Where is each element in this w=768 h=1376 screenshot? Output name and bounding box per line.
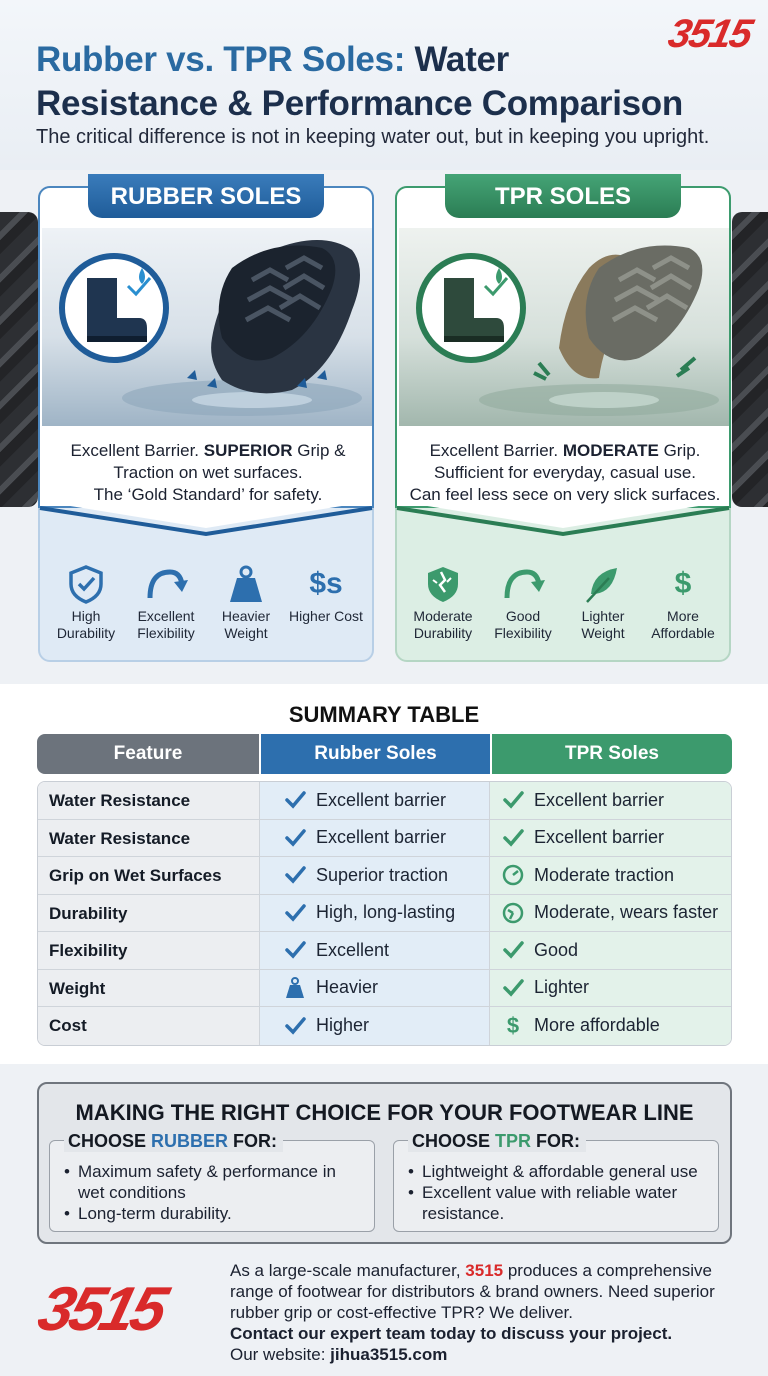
- rubber-soles-tab: RUBBER SOLES: [88, 174, 324, 218]
- cell-tpr-text: Moderate traction: [534, 864, 675, 885]
- tpr-feature-flexibility: [483, 564, 563, 654]
- table-header-feature: Feature: [37, 734, 259, 774]
- header: [0, 0, 768, 170]
- rubber-feature-weight: [206, 564, 286, 654]
- choose-tpr-heading-post: FOR:: [531, 1131, 581, 1151]
- table-header-rubber: Rubber Soles: [261, 734, 490, 774]
- cell-rubber-text: Heavier: [316, 977, 379, 998]
- flex-arrow-icon: [144, 564, 188, 604]
- choice-section: [37, 1082, 732, 1244]
- cell-tpr: [490, 782, 731, 819]
- rubber-feature-cost: [286, 564, 366, 654]
- tpr-desc-line2: Sufficient for everyday, casual use.: [433, 463, 697, 482]
- choose-tpr-box: [393, 1131, 719, 1232]
- cell-rubber-text: Superior traction: [316, 864, 449, 885]
- footer-text: [230, 1260, 750, 1365]
- check-icon: [502, 789, 524, 811]
- cracked-shield-icon: [423, 564, 463, 604]
- choose-rubber-list: [64, 1161, 364, 1224]
- title-accent: Rubber vs. TPR Soles:: [36, 40, 406, 79]
- cell-rubber: [260, 970, 490, 1007]
- cell-rubber: [260, 932, 490, 969]
- cell-tpr: [490, 970, 731, 1007]
- cell-rubber-text: Higher: [316, 1015, 370, 1036]
- tpr-boot-sole-illustration: [534, 246, 702, 380]
- cell-tpr: [490, 820, 731, 857]
- weight-icon: [226, 564, 266, 604]
- summary-section: [0, 684, 768, 1064]
- check-icon: [284, 1015, 306, 1037]
- check-icon: [502, 827, 524, 849]
- rubber-card-head: [38, 186, 374, 508]
- list-item: • Excellent value with reliable water resistance.: [408, 1182, 708, 1224]
- tpr-card-description: [407, 440, 723, 506]
- table-row: [38, 970, 731, 1008]
- rubber-desc-bold: SUPERIOR: [203, 441, 293, 460]
- tpr-features: [403, 564, 723, 654]
- footer-cta: Contact our expert team today to discuss your project.: [230, 1324, 673, 1343]
- footer: [0, 1256, 768, 1376]
- tpr-card-head: [395, 186, 731, 508]
- check-icon: [284, 864, 306, 886]
- cell-feature: Grip on Wet Surfaces: [38, 857, 260, 894]
- cell-tpr-text: Lighter: [534, 977, 590, 998]
- footer-intro-rest: produces a comprehensive range of footwear for distributors & brand owners. Need superior rubber grip or cost-effective TPR? We deliver.: [230, 1261, 715, 1322]
- choice-title: MAKING THE RIGHT CHOICE FOR YOUR FOOTWEAR LINE: [75, 1100, 694, 1125]
- table-header-tpr: TPR Soles: [492, 734, 732, 774]
- rubber-soles-card: [38, 183, 374, 662]
- tread-strip-left: [0, 212, 38, 507]
- rubber-boot-scene: [42, 228, 374, 426]
- tpr-boot-icon: [419, 256, 523, 360]
- table-row: [38, 857, 731, 895]
- summary-table-body: [37, 781, 732, 1046]
- rubber-features: [46, 564, 366, 654]
- rubber-chevron: [38, 504, 374, 544]
- website-link[interactable]: jihua3515.com: [330, 1345, 448, 1364]
- choose-tpr-list: [408, 1161, 708, 1224]
- cell-tpr-text: Excellent barrier: [534, 827, 665, 848]
- tpr-feature-label: Lighter Weight: [581, 608, 625, 641]
- tpr-soles-card: [395, 183, 731, 662]
- list-item: • Maximum safety & performance in wet conditions: [64, 1161, 364, 1203]
- table-row: [38, 820, 731, 858]
- flex-arrow-icon: [501, 564, 545, 604]
- rubber-desc-text-2: Grip &: [292, 441, 346, 460]
- cell-tpr: [490, 895, 731, 932]
- cell-tpr-text: More affordable: [534, 1015, 660, 1036]
- check-icon: [502, 977, 524, 999]
- choose-rubber-heading-pre: CHOOSE: [68, 1131, 152, 1151]
- choose-tpr-heading: [408, 1131, 586, 1152]
- feather-icon: [583, 564, 623, 604]
- cell-feature: Water Resistance: [38, 782, 260, 819]
- tpr-desc-text-2: Grip.: [658, 441, 701, 460]
- cell-tpr-text: Moderate, wears faster: [534, 902, 719, 923]
- gauge-fast-icon: [502, 902, 524, 924]
- cell-rubber: [260, 820, 490, 857]
- dollar-icon: $s: [309, 567, 343, 600]
- cell-tpr: [490, 1007, 731, 1045]
- choose-tpr-heading-pre: CHOOSE: [412, 1131, 496, 1151]
- cell-rubber-text: Excellent barrier: [316, 827, 447, 848]
- rubber-boot-sole-illustration: [187, 240, 360, 393]
- weight-icon: [284, 977, 306, 999]
- tread-strip-right: [732, 212, 768, 507]
- summary-title: SUMMARY TABLE: [288, 702, 480, 727]
- check-icon: [284, 902, 306, 924]
- rubber-desc-text: Excellent Barrier.: [70, 441, 204, 460]
- table-row: [38, 1007, 731, 1045]
- rubber-boot-icon: [62, 256, 166, 360]
- tpr-feature-weight: [563, 564, 643, 654]
- check-icon: [284, 827, 306, 849]
- title-word: Water: [414, 40, 509, 79]
- dollar-icon: $: [674, 567, 692, 600]
- list-item: • Lightweight & affordable general use: [408, 1161, 708, 1182]
- cell-rubber-text: Excellent: [316, 939, 390, 960]
- table-row: [38, 782, 731, 820]
- tpr-desc-text: Excellent Barrier.: [429, 441, 563, 460]
- cell-tpr: [490, 932, 731, 969]
- cell-rubber-text: High, long-lasting: [316, 902, 456, 923]
- tpr-feature-label: More Affordable: [651, 608, 715, 641]
- rubber-desc-line3: The ‘Gold Standard’ for safety.: [93, 485, 323, 504]
- cell-tpr: [490, 857, 731, 894]
- choose-tpr-heading-word: TPR: [495, 1131, 532, 1151]
- rubber-feature-label: Excellent Flexibility: [137, 608, 195, 641]
- cell-rubber: [260, 782, 490, 819]
- check-icon: [502, 939, 524, 961]
- choose-rubber-heading: [64, 1131, 283, 1152]
- rubber-feature-flexibility: [126, 564, 206, 654]
- tpr-boot-scene: [399, 228, 731, 426]
- title-line2: Resistance & Performance Comparison: [36, 84, 683, 123]
- tpr-feature-cost: [643, 564, 723, 654]
- cell-feature: Durability: [38, 895, 260, 932]
- check-icon: [284, 939, 306, 961]
- tpr-soles-tab: TPR SOLES: [445, 174, 681, 218]
- cell-rubber-text: Excellent barrier: [316, 789, 447, 810]
- list-item: • Long-term durability.: [64, 1203, 364, 1224]
- cell-feature: Cost: [38, 1007, 260, 1045]
- cell-rubber: [260, 857, 490, 894]
- rubber-feature-label: Heavier Weight: [221, 608, 271, 641]
- tpr-feature-durability: [403, 564, 483, 654]
- footer-brand-inline: 3515: [465, 1261, 504, 1280]
- tpr-feature-label: Moderate Durability: [413, 608, 473, 641]
- tpr-feature-label: Good Flexibility: [494, 608, 552, 641]
- cell-feature: Water Resistance: [38, 820, 260, 857]
- rubber-card-description: [50, 440, 366, 506]
- cell-feature: Flexibility: [38, 932, 260, 969]
- rubber-feature-label: Higher Cost: [289, 608, 363, 624]
- brand-logo-footer: 3515: [31, 1275, 171, 1344]
- brand-logo-top: 3515: [664, 12, 755, 56]
- cell-rubber: [260, 1007, 490, 1045]
- table-row: [38, 932, 731, 970]
- cell-tpr-text: Excellent barrier: [534, 789, 665, 810]
- tpr-desc-line3: Can feel less sece on very slick surfaces.: [409, 485, 721, 504]
- tpr-desc-bold: MODERATE: [562, 441, 659, 460]
- rubber-feature-durability: [46, 564, 126, 654]
- check-icon: [284, 789, 306, 811]
- page-subtitle: The critical difference is not in keeping water out, but in keeping you upright.: [36, 126, 710, 148]
- rubber-feature-label: High Durability: [56, 608, 116, 641]
- choose-rubber-heading-post: FOR:: [228, 1131, 278, 1151]
- table-row: [38, 895, 731, 933]
- gauge-icon: [502, 864, 524, 886]
- rubber-desc-line2: Traction on wet surfaces.: [113, 463, 303, 482]
- page-title: [36, 38, 736, 126]
- cell-rubber: [260, 895, 490, 932]
- choose-rubber-box: [49, 1131, 375, 1232]
- dollar-icon: $: [506, 1012, 520, 1038]
- choose-rubber-heading-word: RUBBER: [151, 1131, 229, 1151]
- website-label: Our website:: [230, 1345, 331, 1364]
- footer-intro: As a large-scale manufacturer,: [230, 1261, 466, 1280]
- shield-check-icon: [66, 564, 106, 604]
- tpr-chevron: [395, 504, 731, 544]
- cell-feature: Weight: [38, 970, 260, 1007]
- cell-tpr-text: Good: [534, 939, 579, 960]
